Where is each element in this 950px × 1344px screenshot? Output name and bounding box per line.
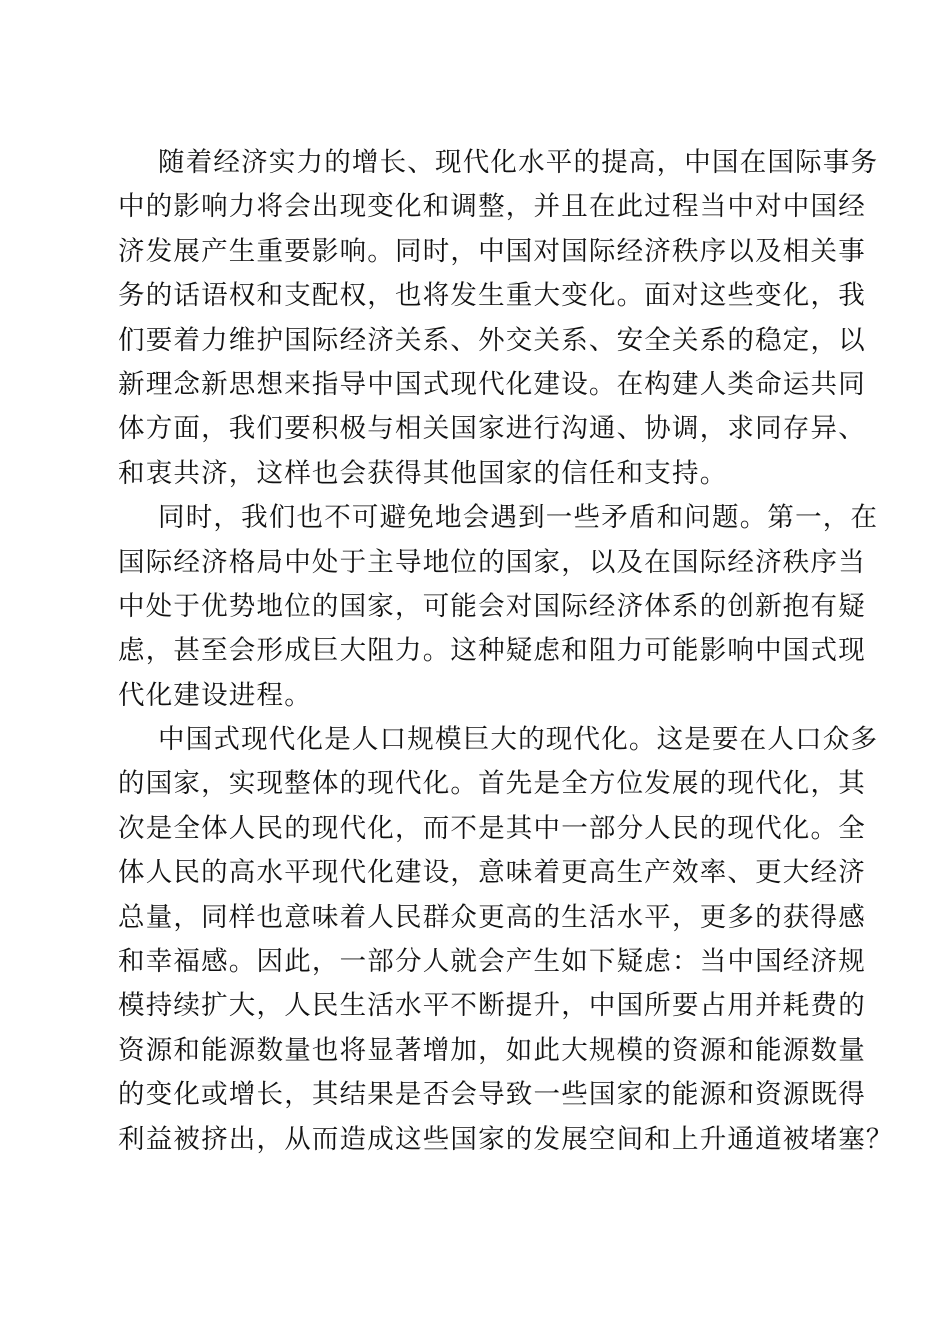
paragraph-2-line-4: 虑，甚至会形成巨大阻力。这种疑虑和阻力可能影响中国式现 xyxy=(118,635,866,667)
paragraph-1-line-6: 新理念新思想来指导中国式现代化建设。在构建人类命运共同 xyxy=(118,368,866,400)
document-body xyxy=(118,141,894,1162)
paragraph-1-line-4: 务的话语权和支配权，也将发生重大变化。面对这些变化，我 xyxy=(118,280,866,312)
paragraph-2-line-5: 代化建设进程。 xyxy=(118,679,312,711)
paragraph-3-line-9: 的变化或增长，其结果是否会导致一些国家的能源和资源既得 xyxy=(118,1079,866,1111)
paragraph-2-line-3: 中处于优势地位的国家，可能会对国际经济体系的创新抱有疑 xyxy=(118,590,866,622)
paragraph-1-line-3: 济发展产生重要影响。同时，中国对国际经济秩序以及相关事 xyxy=(118,235,866,267)
paragraph-1-line-8: 和衷共济，这样也会获得其他国家的信任和支持。 xyxy=(118,457,728,489)
paragraph-1-line-7: 体方面，我们要积极与相关国家进行沟通、协调，求同存异、 xyxy=(118,413,866,445)
paragraph-3-line-4: 体人民的高水平现代化建设，意味着更高生产效率、更大经济 xyxy=(118,857,866,889)
paragraph-3-line-1: 中国式现代化是人口规模巨大的现代化。这是要在人口众多 xyxy=(158,724,879,756)
paragraph-3-line-8: 资源和能源数量也将显著增加，如此大规模的资源和能源数量 xyxy=(118,1034,866,1066)
paragraph-3-line-2: 的国家，实现整体的现代化。首先是全方位发展的现代化，其 xyxy=(118,768,866,800)
paragraph-2-line-1: 同时，我们也不可避免地会遇到一些矛盾和问题。第一，在 xyxy=(158,502,879,534)
paragraph-1-line-2: 中的影响力将会出现变化和调整，并且在此过程当中对中国经 xyxy=(118,191,866,223)
paragraph-3-line-7: 模持续扩大，人民生活水平不断提升，中国所要占用并耗费的 xyxy=(118,990,866,1022)
paragraph-2-line-2: 国际经济格局中处于主导地位的国家，以及在国际经济秩序当 xyxy=(118,546,866,578)
paragraph-1-line-1: 随着经济实力的增长、现代化水平的提高，中国在国际事务 xyxy=(158,147,879,178)
paragraph-3-line-10: 利益被挤出，从而造成这些国家的发展空间和上升通道被堵塞？ xyxy=(118,1123,894,1155)
paragraph-1-line-5: 们要着力维护国际经济关系、外交关系、安全关系的稳定，以 xyxy=(118,324,866,356)
paragraph-3-line-3: 次是全体人民的现代化，而不是其中一部分人民的现代化。全 xyxy=(118,812,866,844)
paragraph-3-line-5: 总量，同样也意味着人民群众更高的生活水平，更多的获得感 xyxy=(118,901,866,933)
paragraph-3-line-6: 和幸福感。因此，一部分人就会产生如下疑虑：当中国经济规 xyxy=(118,946,866,978)
